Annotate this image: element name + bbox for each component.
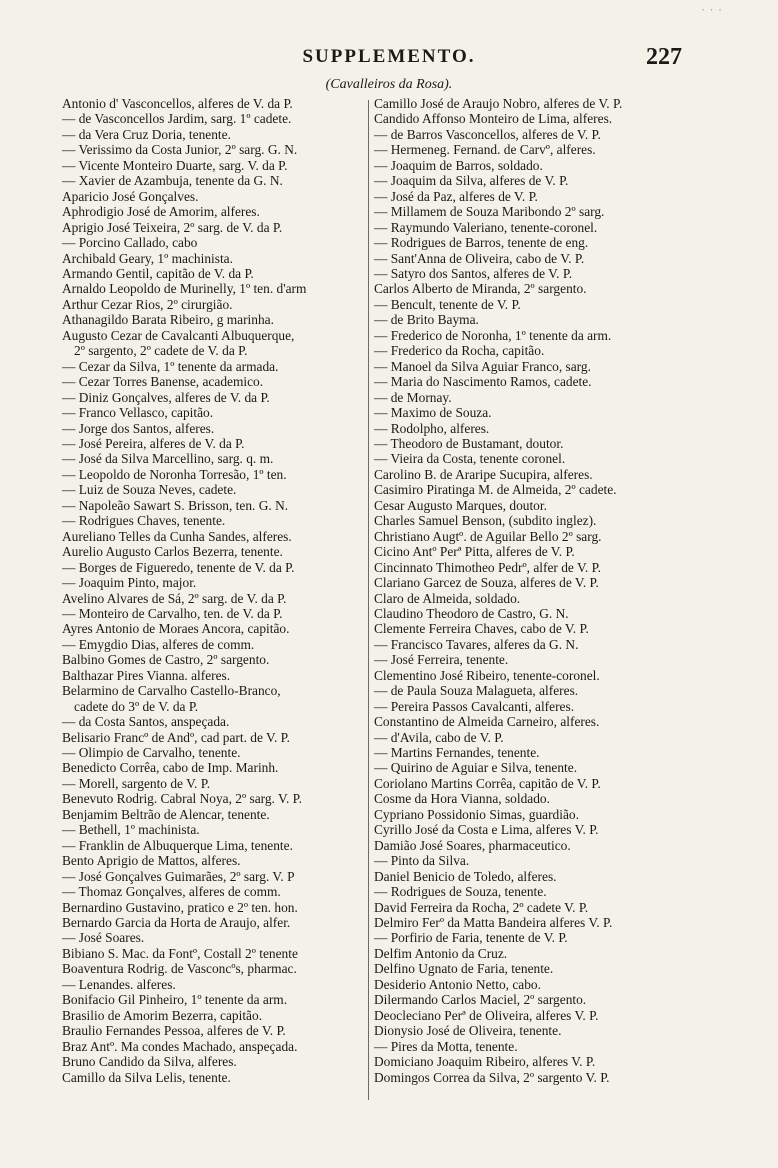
entry-line: Cyrillo José da Costa e Lima, alferes V. P. <box>374 822 599 838</box>
entry-line: Claro de Almeida, soldado. <box>374 590 521 606</box>
entry-line: Dionysio José de Oliveira, tenente. <box>374 1023 562 1039</box>
entry-line: — Pereira Passos Cavalcanti, alferes. <box>374 698 575 714</box>
entry-line: — José Gonçalves Guimarães, 2º sarg. V. P <box>62 868 295 884</box>
entry-line: Balbino Gomes de Castro, 2º sargento. <box>62 652 270 668</box>
entry-line: Ayres Antonio de Moraes Ancora, capitão. <box>62 621 290 637</box>
entry-line: — Frederico da Rocha, capitão. <box>374 343 545 359</box>
entry-line: — Joaquim da Silva, alferes de V. P. <box>374 173 569 189</box>
entry-line: Aphrodigio José de Amorim, alferes. <box>62 204 260 220</box>
entry-line: — Borges de Figueredo, tenente de V. da P. <box>62 559 295 575</box>
entry-line: Carolino B. de Araripe Sucupira, alferes. <box>374 466 593 482</box>
entry-line: Aprigio José Teixeira, 2º sarg. de V. da P. <box>62 219 283 235</box>
entry-line: Braulio Fernandes Pessoa, alferes de V. P. <box>62 1023 286 1039</box>
entry-line: — Rodrigues de Barros, tenente de eng. <box>374 235 589 251</box>
entry-line: Camillo José de Araujo Nobro, alferes de V. P. <box>374 96 623 111</box>
entry-line: — José da Paz, alferes de V. P. <box>374 188 538 204</box>
entry-line: Bibiano S. Mac. da Fontº, Costall 2º tenente <box>62 945 298 961</box>
entry-line: — Hermeneg. Fernand. de Carvº, alferes. <box>374 142 596 158</box>
entry-line: Delfino Ugnato de Faria, tenente. <box>374 961 554 977</box>
entry-line: — Rodrigues de Souza, tenente. <box>374 884 547 900</box>
entry-line: — Theodoro de Bustamant, doutor. <box>374 435 564 451</box>
entry-line: Claudino Theodoro de Castro, G. N. <box>374 605 569 621</box>
left-column <box>62 96 372 1085</box>
entry-line: — Martins Fernandes, tenente. <box>374 745 540 761</box>
entry-line: — Jorge dos Santos, alferes. <box>62 420 215 436</box>
entry-line: Deocleciano Perª de Oliveira, alferes V. P. <box>374 1007 599 1023</box>
entry-line: Belisario Francº de Andº, cad part. de V. P. <box>62 729 290 745</box>
entry-line: Braz Antº. Ma condes Machado, anspeçada. <box>62 1038 298 1054</box>
entry-line: Coriolano Martins Corrêa, capitão de V. P. <box>374 775 601 791</box>
page-title: SUPPLEMENTO. <box>302 46 476 67</box>
entry-line: — de Mornay. <box>374 389 452 405</box>
entry-line: Christiano Augtº. de Aguilar Bello 2º sarg. <box>374 528 602 544</box>
entry-line: Desiderio Antonio Netto, cabo. <box>374 976 541 992</box>
section-subheading: (Cavalleiros da Rosa). <box>325 77 453 92</box>
entry-line: Domingos Correa da Silva, 2º sargento V. P. <box>374 1069 610 1085</box>
entry-line: Constantino de Almeida Carneiro, alferes. <box>374 714 600 730</box>
entry-line: — Leopoldo de Noronha Torresão, 1º ten. <box>62 466 287 482</box>
entry-line: Camillo da Silva Lelis, tenente. <box>62 1069 231 1085</box>
entry-line: Arthur Cezar Rios, 2º cirurgião. <box>62 296 233 312</box>
entry-line: — Olimpio de Carvalho, tenente. <box>62 745 241 761</box>
entry-line: Bruno Candido da Silva, alferes. <box>62 1054 237 1070</box>
entry-line: — de Barros Vasconcellos, alferes de V. P. <box>374 126 601 142</box>
entry-line: Clariano Garcez de Souza, alferes de V. P. <box>374 575 599 591</box>
entry-line: cadete do 3º de V. da P. <box>74 698 199 714</box>
entry-line: Casimiro Piratinga M. de Almeida, 2º cadete. <box>374 482 617 498</box>
entry-line: — Joaquim de Barros, soldado. <box>374 157 543 173</box>
entry-line: Cicino Antº Perª Pitta, alferes de V. P. <box>374 544 575 560</box>
entry-line: — de Vasconcellos Jardim, sarg. 1º cadete. <box>62 111 292 127</box>
entry-line: Daniel Benicio de Toledo, alferes. <box>374 868 557 884</box>
right-column <box>374 96 692 1085</box>
entry-line: Dilermando Carlos Maciel, 2º sargento. <box>374 992 587 1008</box>
entry-line: — Thomaz Gonçalves, alferes de comm. <box>62 884 281 900</box>
page-number: 227 <box>646 44 682 70</box>
entry-line: Bonifacio Gil Pinheiro, 1º tenente da arm. <box>62 992 288 1008</box>
entry-line: — Joaquim Pinto, major. <box>62 575 197 591</box>
entry-line: Carlos Alberto de Miranda, 2º sargento. <box>374 281 587 297</box>
entry-line: — Francisco Tavares, alferes da G. N. <box>374 636 579 652</box>
entry-line: — Verissimo da Costa Junior, 2º sarg. G. N. <box>62 142 298 158</box>
entry-line: — de Brito Bayma. <box>374 312 479 328</box>
entry-line: — Pires da Motta, tenente. <box>374 1038 518 1054</box>
entry-line: — Rodolpho, alferes. <box>374 420 490 436</box>
entry-line: — Bethell, 1º machinista. <box>62 822 200 838</box>
entry-line: Clemente Ferreira Chaves, cabo de V. P. <box>374 621 589 637</box>
entry-line: — Maximo de Souza. <box>374 405 492 421</box>
entry-line: — Satyro dos Santos, alferes de V. P. <box>374 265 573 281</box>
entry-line: Benedicto Corrêa, cabo de Imp. Marinh. <box>62 760 279 776</box>
entry-line: — Frederico de Noronha, 1º tenente da arm. <box>374 327 612 343</box>
entry-line: Benjamim Beltrão de Alencar, tenente. <box>62 806 270 822</box>
entry-line: Delmiro Ferº da Matta Bandeira alferes V. P. <box>374 915 613 931</box>
entry-line: Balthazar Pires Vianna. alferes. <box>62 667 231 683</box>
entry-line: Charles Samuel Benson, (subdito inglez). <box>374 513 597 529</box>
entry-line: Damião José Soares, pharmaceutico. <box>374 837 571 853</box>
entry-line: — Raymundo Valeriano, tenente-coronel. <box>374 219 598 235</box>
entry-line: — Franco Vellasco, capitão. <box>62 405 214 421</box>
entry-line: — Franklin de Albuquerque Lima, tenente. <box>62 837 293 853</box>
entry-line: — Luiz de Souza Neves, cadete. <box>62 482 237 498</box>
entry-line: — Porcino Callado, cabo <box>62 235 198 251</box>
entry-line: — Porfirio de Faria, tenente de V. P. <box>374 930 568 946</box>
entry-line: — José da Silva Marcellino, sarg. q. m. <box>62 451 274 467</box>
entry-line: Augusto Cezar de Cavalcanti Albuquerque, <box>62 327 295 343</box>
entry-line: — José Pereira, alferes de V. da P. <box>62 435 245 451</box>
entry-line: — Napoleão Sawart S. Brisson, ten. G. N. <box>62 497 289 513</box>
entry-line: — Quirino de Aguiar e Silva, tenente. <box>374 760 578 776</box>
entry-line: Brasilio de Amorim Bezerra, capitão. <box>62 1007 263 1023</box>
entry-line: — Lenandes. alferes. <box>62 976 176 992</box>
entry-line: Cesar Augusto Marques, doutor. <box>374 497 547 513</box>
entry-line: — da Vera Cruz Doria, tenente. <box>62 126 231 142</box>
entry-line: Athanagildo Barata Ribeiro, g marinha. <box>62 312 274 328</box>
entry-line: — José Soares. <box>62 930 145 946</box>
entry-line: Avelino Alvares de Sá, 2º sarg. de V. da P. <box>62 590 287 606</box>
entry-line: — Sant'Anna de Oliveira, cabo de V. P. <box>374 250 585 266</box>
entry-line: — Rodrigues Chaves, tenente. <box>62 513 226 529</box>
entry-line: Domiciano Joaquim Ribeiro, alferes V. P. <box>374 1054 596 1070</box>
entry-line: Cincinnato Thimotheo Pedrº, alfer de V. P. <box>374 559 601 575</box>
entry-line: Bernardino Gustavino, pratico e 2º ten. hon. <box>62 899 298 915</box>
entry-line: 2º sargento, 2º cadete de V. da P. <box>74 343 248 359</box>
entry-line: — Millamem de Souza Maribondo 2º sarg. <box>374 204 605 220</box>
entry-line: — Monteiro de Carvalho, ten. de V. da P. <box>62 605 283 621</box>
entry-line: Cosme da Hora Vianna, soldado. <box>374 791 550 807</box>
entry-line: Aparicio José Gonçalves. <box>62 188 199 204</box>
entry-line: — Maria do Nascimento Ramos, cadete. <box>374 374 592 390</box>
entry-line: David Ferreira da Rocha, 2º cadete V. P. <box>374 899 589 915</box>
entry-line: Arnaldo Leopoldo de Murinelly, 1º ten. d'arm <box>62 281 307 297</box>
entry-line: — Vieira da Costa, tenente coronel. <box>374 451 566 467</box>
entry-line: Delfim Antonio da Cruz. <box>374 945 508 961</box>
entry-line: — Vicente Monteiro Duarte, sarg. V. da P. <box>62 157 288 173</box>
entry-line: Boaventura Rodrig. de Vasconcºs, pharmac. <box>62 961 297 977</box>
entry-line: — Manoel da Silva Aguiar Franco, sarg. <box>374 358 591 374</box>
entry-line: — d'Avila, cabo de V. P. <box>374 729 504 745</box>
entry-line: Antonio d' Vasconcellos, alferes de V. da P. <box>62 96 293 111</box>
entry-line: — José Ferreira, tenente. <box>374 652 509 668</box>
entry-line: Archibald Geary, 1º machinista. <box>62 250 233 266</box>
entry-line: Benevuto Rodrig. Cabral Noya, 2º sarg. V. P. <box>62 791 302 807</box>
entry-line: — Emygdio Dias, alferes de comm. <box>62 636 255 652</box>
entry-line: — Pinto da Silva. <box>374 853 470 869</box>
entry-line: Candido Affonso Monteiro de Lima, alferes. <box>374 111 613 127</box>
entry-line: Aurelio Augusto Carlos Bezerra, tenente. <box>62 544 283 560</box>
entry-line: Belarmino de Carvalho Castello-Branco, <box>62 683 281 699</box>
entry-line: — Cezar da Silva, 1º tenente da armada. <box>62 358 279 374</box>
entry-line: — Diniz Gonçalves, alferes de V. da P. <box>62 389 270 405</box>
entry-line: Armando Gentil, capitão de V. da P. <box>62 265 254 281</box>
entry-line: Clementino José Ribeiro, tenente-coronel. <box>374 667 600 683</box>
entry-line: Bernardo Garcia da Horta de Araujo, alfer. <box>62 915 291 931</box>
entry-line: — Morell, sargento de V. P. <box>62 775 211 791</box>
entry-line: — Xavier de Azambuja, tenente da G. N. <box>62 173 283 189</box>
entry-line: — da Costa Santos, anspeçada. <box>62 714 230 730</box>
entry-line: Cypriano Possidonio Simas, guardião. <box>374 806 579 822</box>
entry-line: — de Paula Souza Malagueta, alferes. <box>374 683 579 699</box>
entry-line: Aureliano Telles da Cunha Sandes, alferes. <box>62 528 292 544</box>
entry-line: — Cezar Torres Banense, academico. <box>62 374 264 390</box>
entry-line: — Bencult, tenente de V. P. <box>374 296 521 312</box>
entry-line: Bento Aprigio de Mattos, alferes. <box>62 853 241 869</box>
corner-mark: ᛫ ᛫ ᛫ <box>700 6 723 17</box>
